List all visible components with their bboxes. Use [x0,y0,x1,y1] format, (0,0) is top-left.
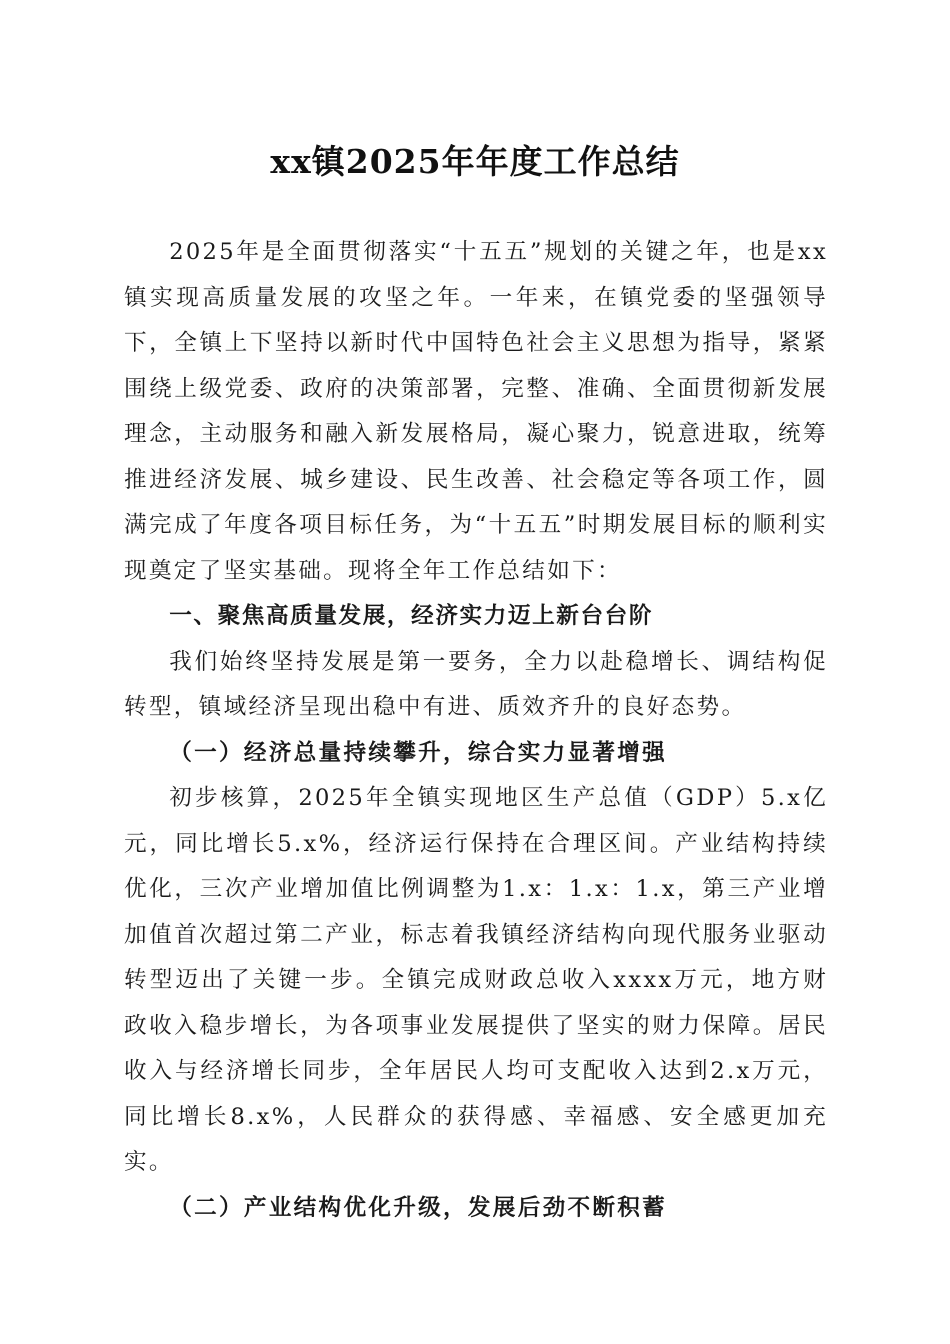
document-title: xx镇2025年年度工作总结 [270,142,680,181]
document-body [124,230,828,1231]
subsection-1-paragraph: 初步核算，2025年全镇实现地区生产总值（GDP）5.x亿元，同比增长5.x%，经济运行保持在合理区间。产业结构持续优化，三次产业增加值比例调整为1.x：1.x：1.x，第三产业增加值首次超过第二产业，标志着我镇经济结构向现代服务业驱动转型迈出了关键一步。全镇完成财政总收入xxxx万元，地方财政收入稳步增长，为各项事业发展提供了坚实的财力保障。居民收入与经济增长同步，全年居民人均可支配收入达到2.x万元，同比增长8.x%，人民群众的获得感、幸福感、安全感更加充实。 [124,785,828,1175]
section-1-lead-paragraph: 我们始终坚持发展是第一要务，全力以赴稳增长、调结构促转型，镇域经济呈现出稳中有进、质效齐升的良好态势。 [124,648,828,720]
section-1-heading: 一、聚焦高质量发展，经济实力迈上新台台阶 [169,603,654,629]
subsection-1-heading: （一）经济总量持续攀升，综合实力显著增强 [169,739,668,766]
subsection-2-heading: （二）产业结构优化升级，发展后劲不断积蓄 [169,1194,668,1221]
intro-paragraph: 2025年是全面贯彻落实“十五五”规划的关键之年，也是xx镇实现高质量发展的攻坚之年。一年来，在镇党委的坚强领导下，全镇上下坚持以新时代中国特色社会主义思想为指导，紧紧围绕上级党委、政府的决策部署，完整、准确、全面贯彻新发展理念，主动服务和融入新发展格局，凝心聚力，锐意进取，统筹推进经济发展、城乡建设、民生改善、社会稳定等各项工作，圆满完成了年度各项目标任务，为“十五五”时期发展目标的顺利实现奠定了坚实基础。现将全年工作总结如下： [124,239,828,584]
